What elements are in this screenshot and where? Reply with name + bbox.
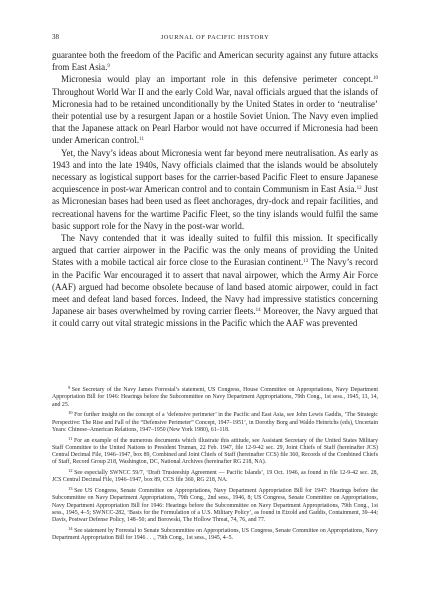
paragraph-text: The Navy’s record in the Pacific War encouraged it to assert that naval airpower, which the Army Air Force (AAF) argued had become obsolete because of land based atomic airpower, could in fact meet and defeat land based forces. Indeed, the Navy had impressive statistics concerning Japanese air bases overwhelmed by roving carrier fleets. bbox=[52, 257, 378, 317]
paragraph-text: guarantee both the freedom of the Pacific and American security against any future attacks from East Asia. bbox=[52, 50, 378, 73]
footnote-number: 11 bbox=[68, 435, 73, 441]
paragraph-text: Throughout World War II and the early Cold War, naval officials argued that the islands of Micronesia had to be retained unconditionally by the United States in order to ‘neutralise’ their potential use by a resurgent Japan or a hostile Soviet Union. The Navy even implied that the Japanese attack on Pearl Harbor would not have occurred if Micronesia had been under American control. bbox=[52, 86, 378, 146]
footnote-text: See statement by Forrestal to Senate Subcommittee on Appropriations, US Congress, Senate Committee on Appropriations, Navy Department Appropriation Bill for 1946 . . ., 79th Cong., 1st sess., 1945, 4–5. bbox=[52, 528, 378, 542]
body-paragraph-4 bbox=[52, 232, 378, 330]
article-body bbox=[52, 49, 378, 330]
paragraph-text: Moreover, the Navy argued that it could carry out vital strategic missions in the Pacific which the AAF was prevented bbox=[52, 306, 378, 329]
footnote-text: See US Congress, Senate Committee on Appropriations, Navy Department Appropriation Bill for 1947: Hearings before the Subcommittee on Navy Department Appropriations, 79th Cong., 2nd sess., 1946, 8; US Congress, Senate Committee on Appropriations, Navy Department Appropriation Bill for 1946: Hearings before the Subcommittee on Navy Department Appropriations, 79th Cong., 1st sess., 1945, 4–5; SWNCC-282, ‘Basis for the Formulation of a U.S. Military Policy’, as found in Etzold and Gaddis, Containment, 39–44; Davis, Postwar Defense Policy, 148–50; and Borowski, The Hollow Threat, 74, 76, and 77. bbox=[52, 488, 378, 524]
footnote-ref-10: 10 bbox=[373, 76, 378, 82]
footnote-11 bbox=[52, 435, 378, 467]
footnote-text: For an example of the numerous documents which illustrate this attitude, see Assistant Secretary of the United States Military Staff Committee to the United Nations to President Truman, 22 Feb. 1947, file 12-9-42 sec. 29, Joint Chiefs of Staff (hereinafter JCS) Central Decimal File, 1946–1947, box 89, Combined and Joint Chiefs of Staff (hereinafter CCS) file 360, Records of the Combined Chiefs of Staff, Record Group 218, Washington, DC, National Archives (hereinafter RG 218, NA). bbox=[52, 437, 378, 466]
footnote-10 bbox=[52, 409, 378, 434]
page-number: 38 bbox=[52, 33, 59, 41]
footnote-13 bbox=[52, 485, 378, 524]
body-paragraph-1 bbox=[52, 49, 378, 73]
footnote-number: 9 bbox=[68, 385, 71, 390]
footnote-12 bbox=[52, 467, 378, 485]
footnote-ref-11: 11 bbox=[139, 137, 144, 143]
footnote-text: See Secretary of the Navy James Forrestal’s statement, US Congress, House Committee on Appropriations, Navy Department Appropriation Bill for 1946: Hearings before the Subcommittee on Navy Department Appropriations, 79th Cong., 1st sess., 1945, 13, 14, and 25. bbox=[52, 387, 378, 408]
journal-page bbox=[52, 33, 378, 542]
body-paragraph-3 bbox=[52, 147, 378, 232]
paragraph-text: Micronesia would play an important role in this defensive perimeter concept. bbox=[61, 74, 373, 85]
footnote-ref-9: 9 bbox=[107, 64, 110, 70]
footnote-14 bbox=[52, 525, 378, 543]
footnote-number: 14 bbox=[68, 526, 73, 531]
footnote-number: 13 bbox=[68, 486, 73, 492]
paragraph-text: Yet, the Navy’s ideas about Micronesia went far beyond mere neutralisation. As early as 1943 and into the late 1940s, Navy officials claimed that the islands would be absolutely necessary as logistical support bases for the carrier-based Pacific Fleet to ensure Japanese acquiescence in post-war American control and to contain Communism in East Asia. bbox=[52, 147, 378, 195]
body-paragraph-2 bbox=[52, 73, 378, 146]
footnote-number: 12 bbox=[68, 468, 73, 474]
paragraph-text: Just as Micronesian bases had been used as fleet anchorages, dry-dock and repair facilities, and recreational havens for the wartime Pacific Fleet, so the tiny islands would fulfil the same basic support role for the Navy in the post-war world. bbox=[52, 184, 378, 231]
footnote-ref-12: 12 bbox=[356, 186, 362, 192]
footnote-ref-13: 13 bbox=[303, 259, 309, 265]
footnote-9 bbox=[52, 384, 378, 409]
footnotes bbox=[52, 384, 378, 543]
paragraph-text: The Navy contended that it was ideally suited to fulfil this mission. It specifically argued that carrier airpower in the Pacific was the only means of providing the United States with a mobile tactical air force close to the Eurasian continent. bbox=[52, 233, 378, 268]
footnote-text: For further insight on the concept of a ‘defensive perimeter’ in the Pacific and East Asia, see John Lewis Gaddis, ‘The Strategic Perspective: The Rise and Fall of the “Defensive Perimeter” Concept, 1947–1951’, in Dorothy Borg and Waldo Heinrichs (eds), Uncertain Years: Chinese–American Relations, 1947–1950 (New York 1980), 61–118. bbox=[52, 412, 378, 433]
footnote-number: 10 bbox=[68, 410, 73, 416]
journal-title: JOURNAL OF PACIFIC HISTORY bbox=[160, 34, 270, 41]
footnote-text: See especially SWNCC 59/7, ‘Draft Trusteeship Agreement — Pacific Islands’, 19 Oct. 1946, as found in file 12-9-42 sec. 28, JCS Central Decimal File, 1946–1947, box 89, CCS file 360, RG 218, NA. bbox=[52, 470, 378, 484]
running-header bbox=[52, 33, 378, 45]
footnote-ref-14: 14 bbox=[255, 308, 261, 314]
